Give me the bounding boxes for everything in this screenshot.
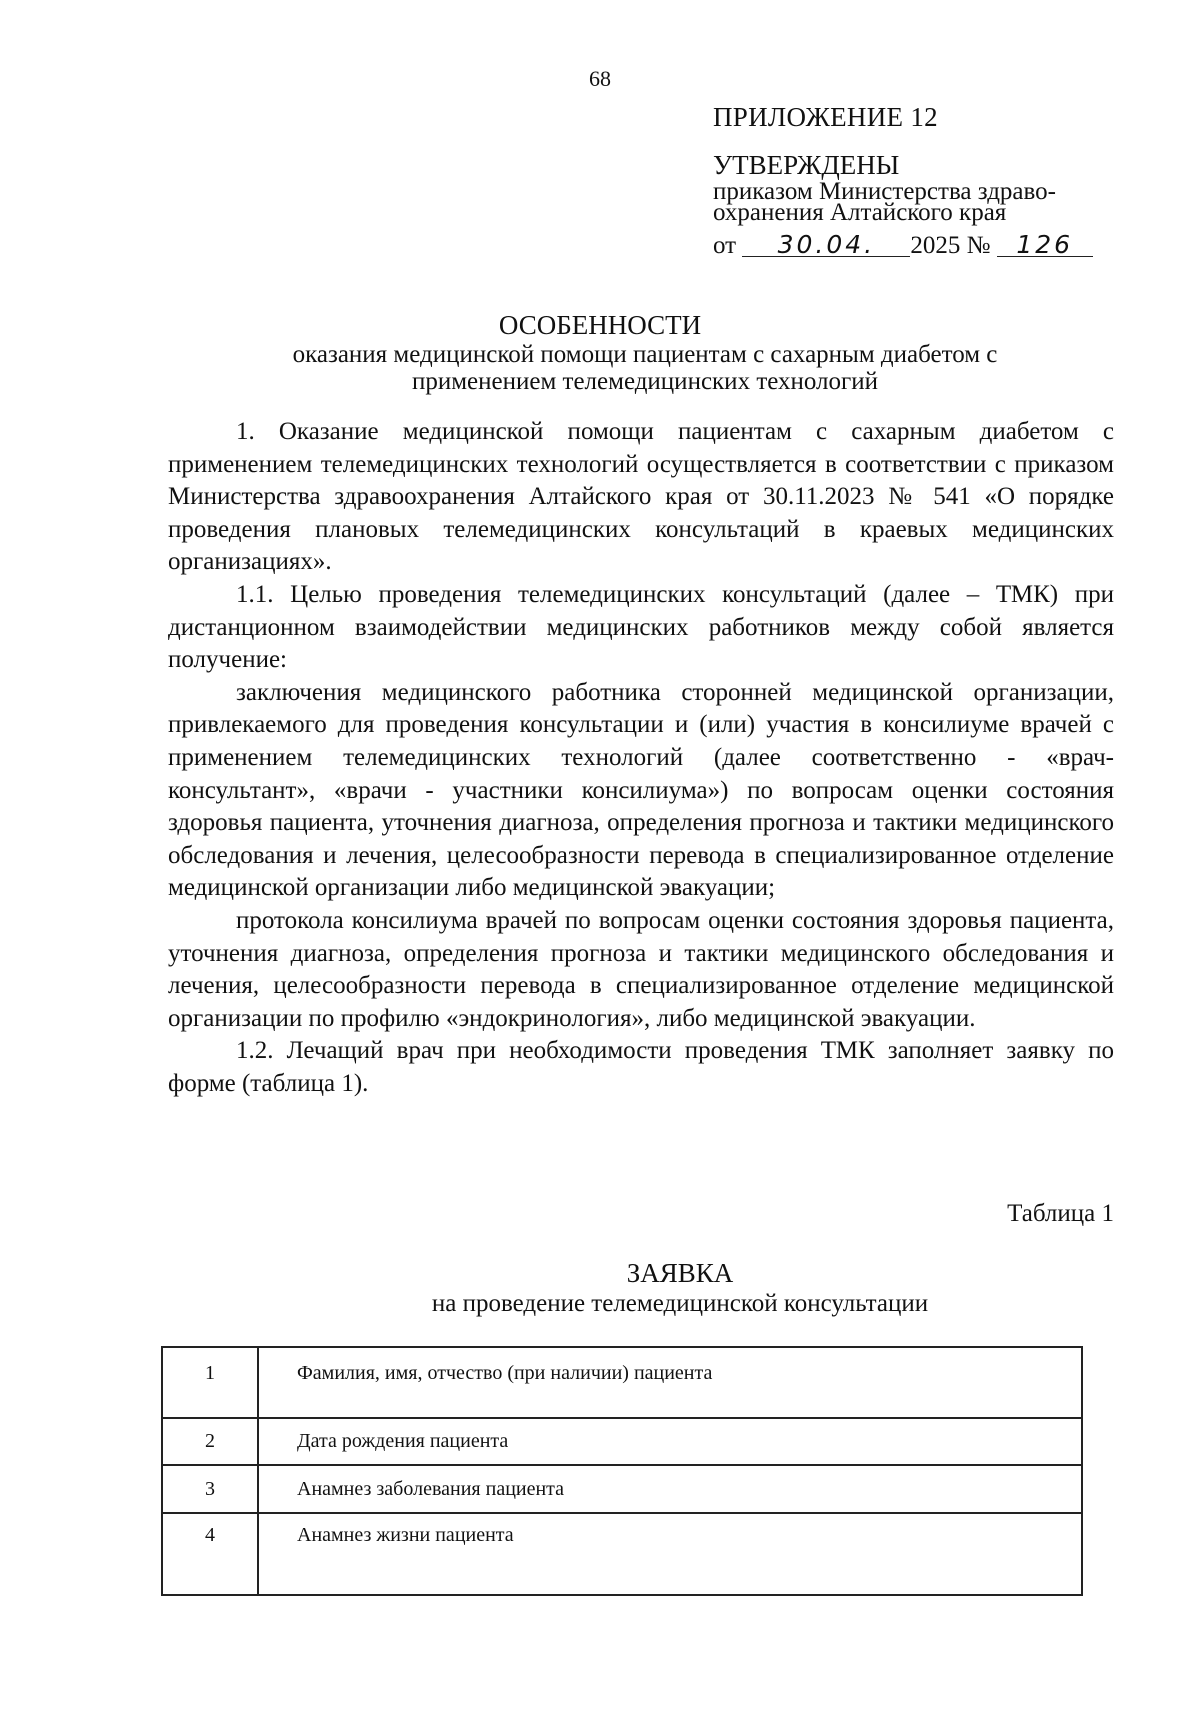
approved-label: УТВЕРЖДЕНЫ (713, 150, 900, 180)
approval-line-2: охранения Алтайского края (713, 199, 1007, 226)
approval-authority (713, 178, 1056, 226)
form-title: ЗАЯВКА (626, 1258, 734, 1288)
page-number: 68 (589, 66, 611, 91)
row-number: 3 (162, 1465, 258, 1513)
row-label: Анамнез заболевания пациента (258, 1465, 1082, 1513)
handwritten-order-number: 126 (997, 234, 1093, 257)
paragraph-1-1: 1.1. Целью проведения телемедицинских консультаций (далее – ТМК) при дистанционном взаимодействии медицинских работников между собой является получение: (168, 580, 1114, 674)
row-number: 4 (162, 1513, 258, 1595)
document-title: ОСОБЕННОСТИ (498, 310, 702, 340)
order-date-number-line (713, 232, 1093, 260)
document-subtitle: оказания медицинской помощи пациентам с сахарным диабетом с применением телемедицинских технологий (292, 341, 998, 395)
row-number: 2 (162, 1418, 258, 1465)
table-row (162, 1513, 1082, 1595)
row-label: Анамнез жизни пациента (258, 1513, 1082, 1595)
paragraph-1: 1. Оказание медицинской помощи пациентам с сахарным диабетом с применением телемедицинских технологий осуществляется в соответствии с приказом Министерства здравоохранения Алтайского края от 30.11.2023 № 541 «О порядке проведения плановых телемедицинских консультаций в краевых медицинских организациях». (168, 418, 1114, 576)
table-caption: Таблица 1 (1007, 1200, 1114, 1227)
date-prefix: от (713, 232, 737, 259)
document-body (168, 416, 1114, 1100)
paragraph-1-1-a: заключения медицинского работника сторонней медицинской организации, привлекаемого для проведения консультации и (или) участия в консилиуме врачей с применением телемедицинских технологий (далее соответственно - «врач-консультант», «врачи - участники консилиума») по вопросам оценки состояния здоровья пациента, уточнения диагноза, определения прогноза и тактики медицинского обследования и лечения, целесообразности перевода в специализированное отделение медицинской организации либо медицинской эвакуации; (168, 678, 1114, 902)
row-number: 1 (162, 1347, 258, 1418)
request-form-table (161, 1346, 1083, 1596)
paragraph-1-2: 1.2. Лечащий врач при необходимости проведения ТМК заполняет заявку по форме (таблица 1). (168, 1037, 1114, 1097)
table-row (162, 1465, 1082, 1513)
paragraph-1-1-b: протокола консилиума врачей по вопросам оценки состояния здоровья пациента, уточнения диагноза, определения прогноза и тактики медицинского обследования и лечения, целесообразности перевода в специализированное отделение медицинской организации по профилю «эндокринология», либо медицинской эвакуации. (168, 906, 1114, 1032)
table-row (162, 1418, 1082, 1465)
handwritten-date: 30.04. (742, 234, 910, 257)
row-label: Фамилия, имя, отчество (при наличии) пациента (258, 1347, 1082, 1418)
row-label: Дата рождения пациента (258, 1418, 1082, 1465)
order-year: 2025 № (910, 232, 991, 259)
form-subtitle: на проведение телемедицинской консультации (431, 1290, 929, 1317)
table-row (162, 1347, 1082, 1418)
approval-line-1: приказом Министерства здраво- (713, 178, 1056, 205)
appendix-label: ПРИЛОЖЕНИЕ 12 (713, 102, 938, 132)
